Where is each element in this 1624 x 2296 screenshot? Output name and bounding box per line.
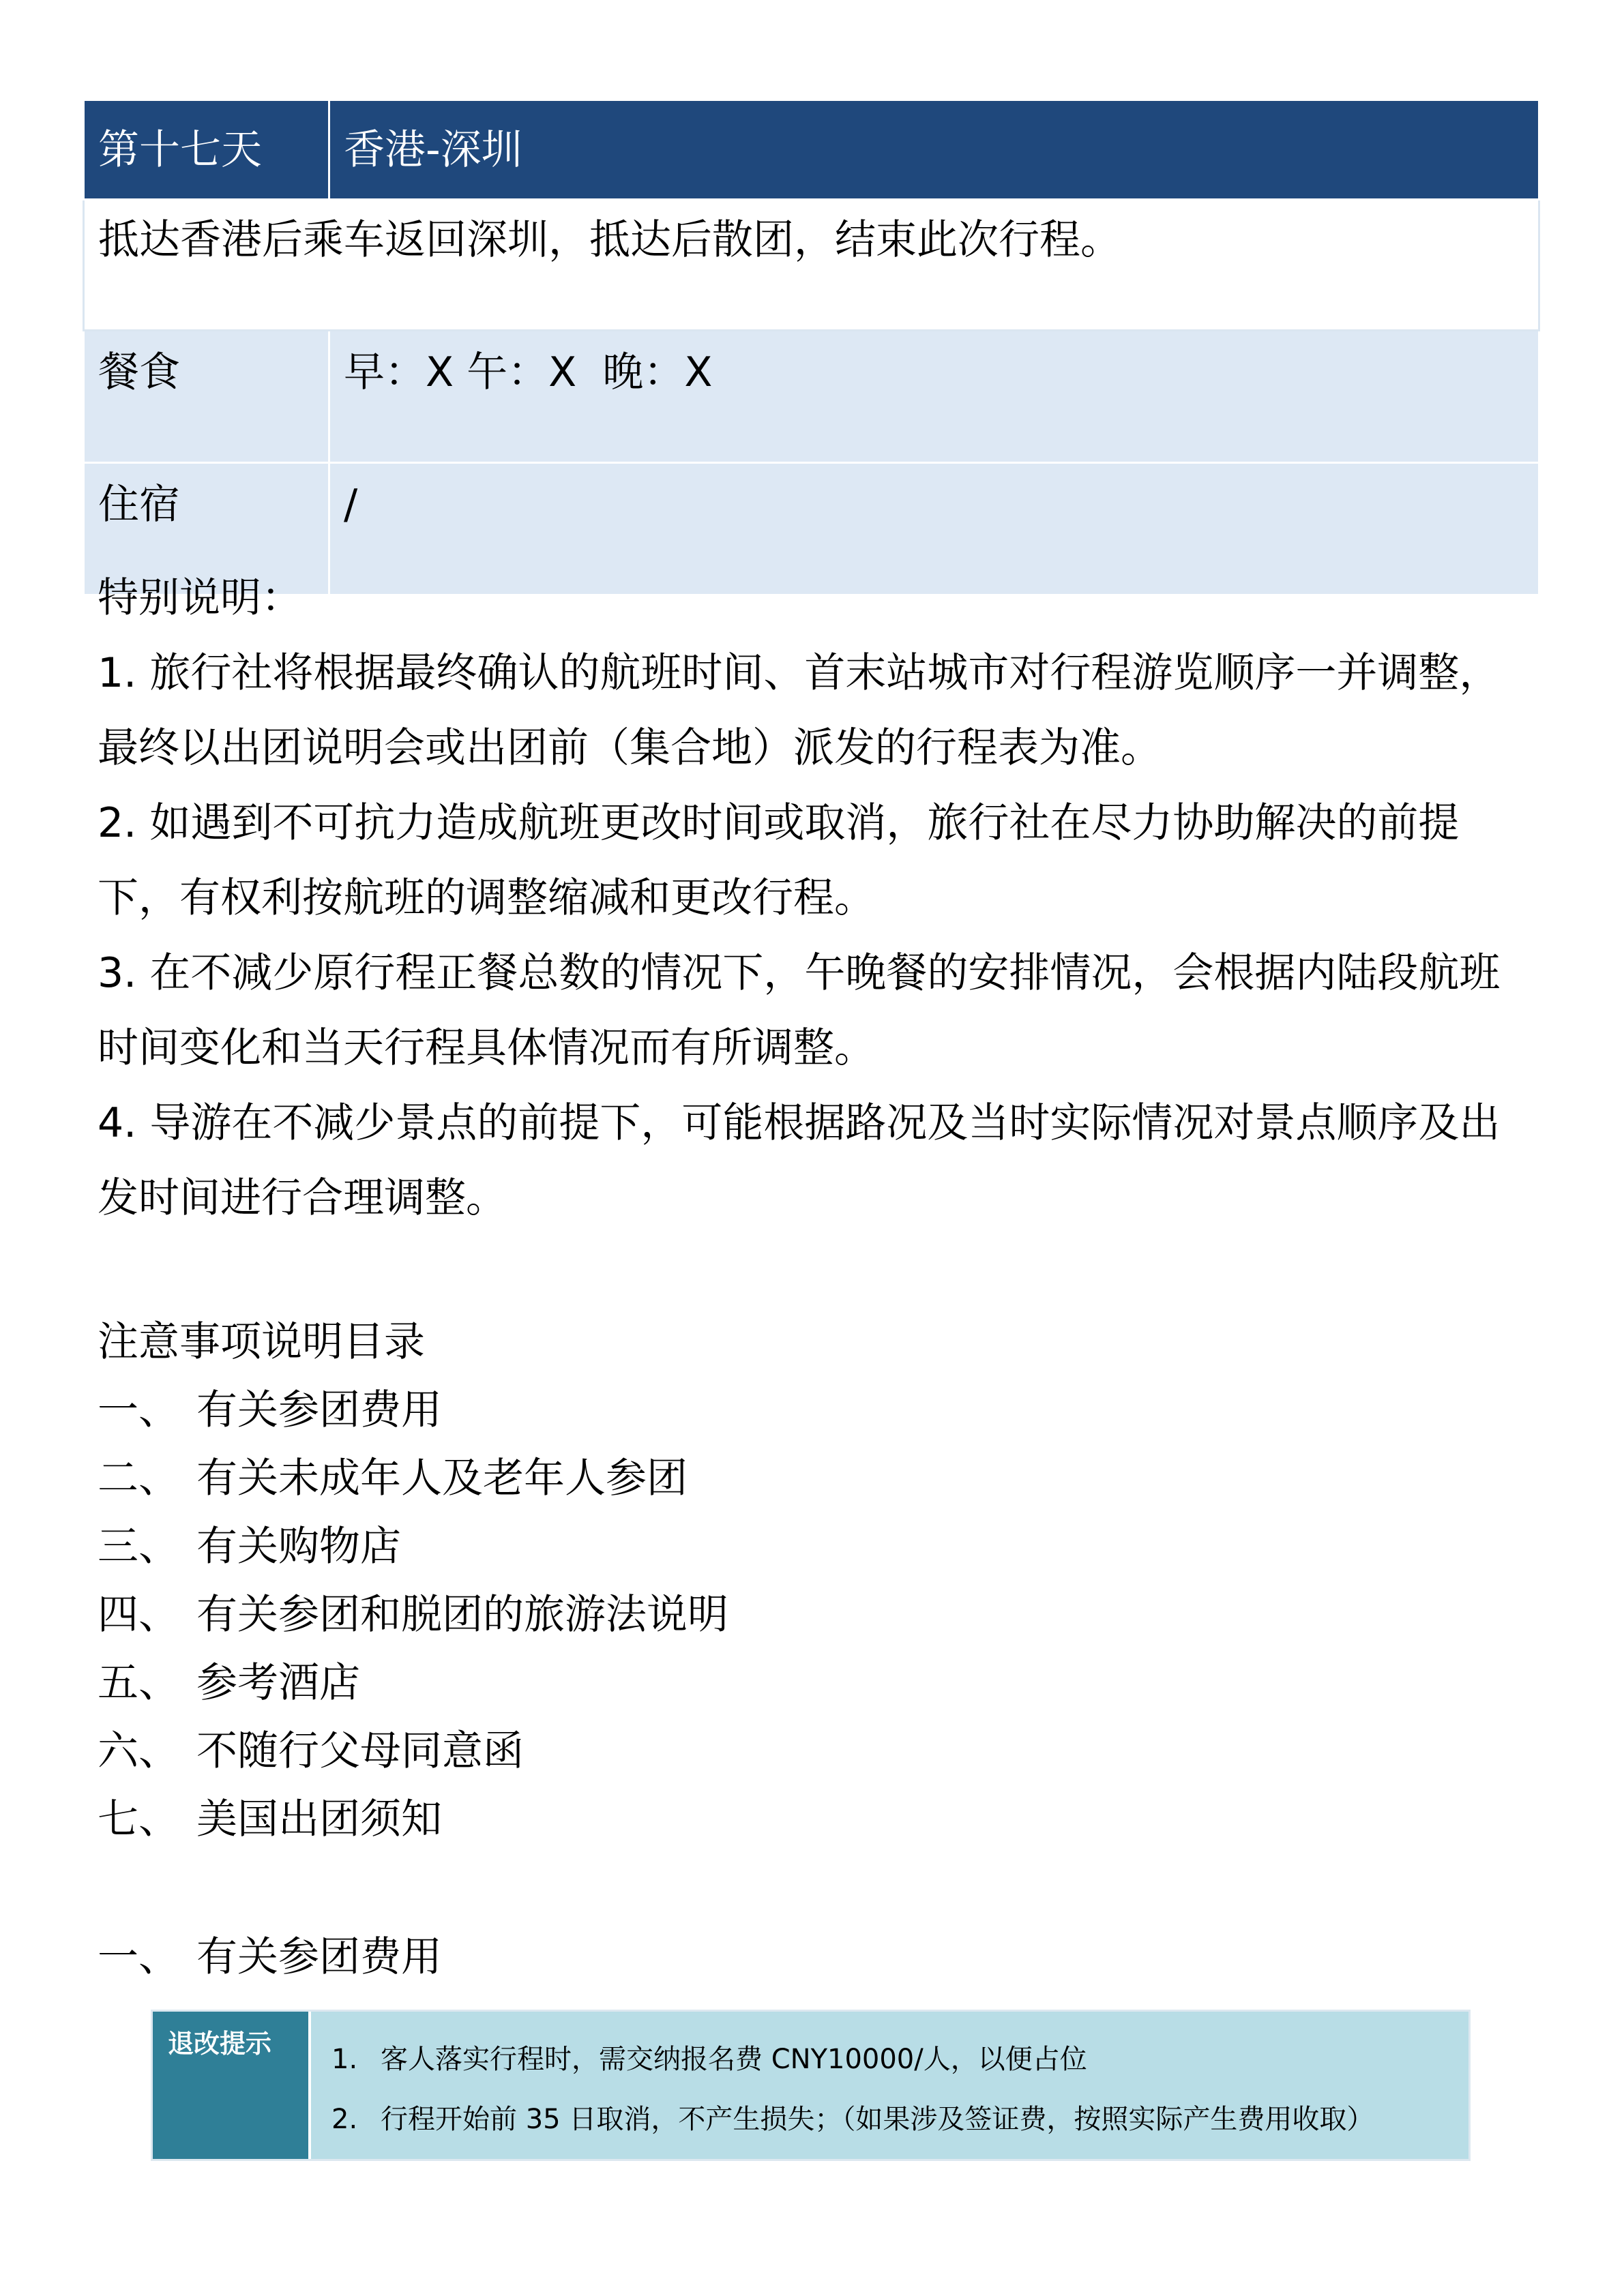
toc-item-num: 三、 — [98, 1523, 179, 1570]
refund-item-num: 2. — [331, 2104, 358, 2135]
toc-item — [98, 1717, 728, 1785]
special-notes — [98, 561, 1516, 1236]
day-route: 香港-深圳 — [329, 100, 1539, 200]
toc-item — [98, 1581, 728, 1649]
notice-directory — [98, 1308, 728, 1853]
refund-body — [311, 2012, 1468, 2159]
note-item: 1. 旅行社将根据最终确认的航班时间、首末站城市对行程游览顺序一并调整，最终以出团说明会或出团前（集合地）派发的行程表为准。 — [98, 649, 1501, 772]
toc-item-num: 五、 — [98, 1659, 179, 1707]
note-item: 3. 在不减少原行程正餐总数的情况下，午晚餐的安排情况，会根据内陆段航班时间变化和当天行程具体情况而有所调整。 — [98, 949, 1501, 1072]
refund-item-num: 1. — [331, 2044, 358, 2075]
refund-label: 退改提示 — [153, 2012, 308, 2159]
meals-row — [84, 331, 1539, 463]
refund-item-text: 客人落实行程时，需交纳报名费 CNY10000/人，以便占位 — [381, 2044, 1087, 2075]
toc-item-num: 二、 — [98, 1455, 179, 1502]
toc-item-text: 参考酒店 — [196, 1659, 360, 1707]
refund-item — [331, 2029, 1468, 2089]
toc-title: 注意事项说明目录 — [98, 1318, 425, 1366]
notes-title: 特别说明： — [98, 574, 302, 622]
note-item: 2. 如遇到不可抗力造成航班更改时间或取消，旅行社在尽力协助解决的前提下，有权利按航班的调整缩减和更改行程。 — [98, 799, 1460, 922]
meals-label: 餐食 — [84, 331, 329, 463]
toc-item — [98, 1444, 728, 1512]
toc-item-num: 七、 — [98, 1795, 179, 1843]
toc-item-text: 有关参团和脱团的旅游法说明 — [196, 1591, 728, 1639]
refund-item — [331, 2089, 1468, 2149]
toc-item-text: 不随行父母同意函 — [196, 1727, 524, 1775]
toc-item-text: 有关购物店 — [196, 1523, 401, 1570]
section-heading — [98, 1923, 442, 1991]
refund-item-text: 行程开始前 35 日取消，不产生损失；（如果涉及签证费，按照实际产生费用收取） — [381, 2104, 1374, 2135]
stay-label: 住宿 — [84, 463, 329, 595]
meals-value: 早：X 午：X 晚：X — [329, 331, 1539, 463]
toc-item — [98, 1785, 728, 1853]
toc-item-num: 六、 — [98, 1727, 179, 1775]
toc-item-text: 有关未成年人及老年人参团 — [196, 1455, 688, 1502]
day-description-row — [84, 200, 1539, 331]
day-description: 抵达香港后乘车返回深圳，抵达后散团，结束此次行程。 — [84, 200, 1539, 331]
section-num: 一、 — [98, 1933, 179, 1981]
toc-item — [98, 1649, 728, 1717]
stay-value: / — [329, 463, 1539, 595]
day-header-row — [84, 100, 1539, 200]
refund-notice-box — [151, 2010, 1471, 2161]
day-label: 第十七天 — [84, 100, 329, 200]
toc-item-num: 一、 — [98, 1386, 179, 1434]
toc-item — [98, 1512, 728, 1581]
toc-item-num: 四、 — [98, 1591, 179, 1639]
section-title: 有关参团费用 — [196, 1933, 442, 1981]
toc-item-text: 美国出团须知 — [196, 1795, 442, 1843]
note-item: 4. 导游在不减少景点的前提下，可能根据路况及当时实际情况对景点顺序及出发时间进行合理调整。 — [98, 1099, 1501, 1222]
toc-item — [98, 1376, 728, 1444]
day-itinerary-table — [83, 99, 1540, 596]
toc-item-text: 有关参团费用 — [196, 1386, 442, 1434]
